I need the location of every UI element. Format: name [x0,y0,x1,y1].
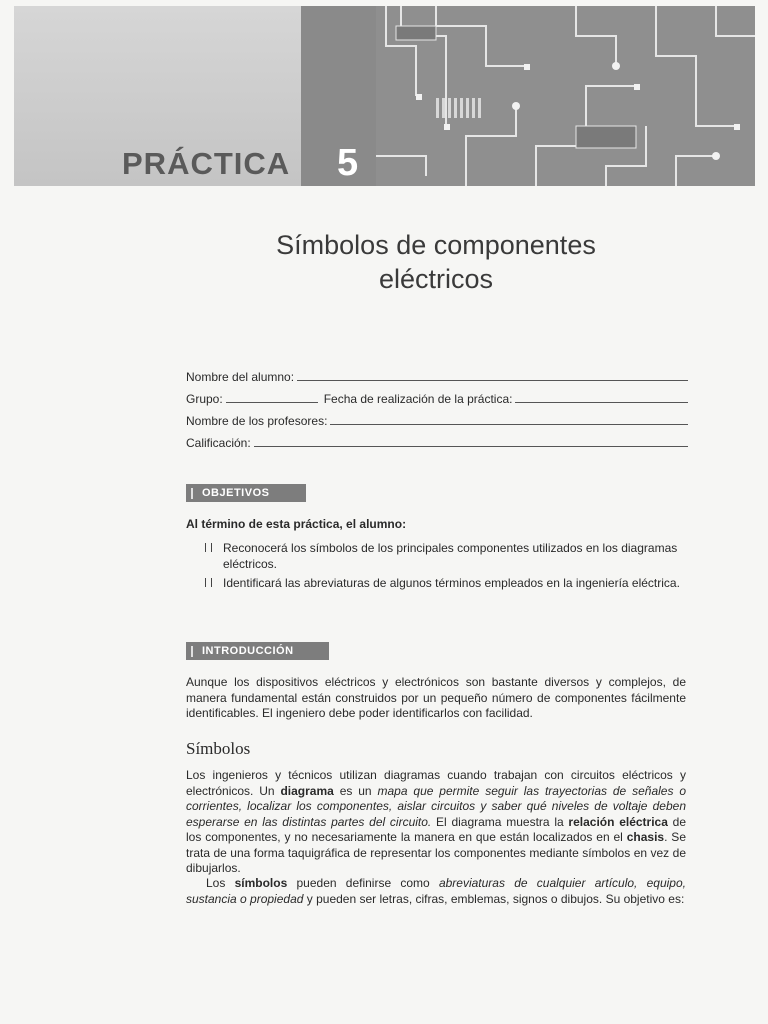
student-name-label: Nombre del alumno: [186,370,295,384]
bold-term: relación eléctrica [568,814,668,829]
title-line-2: eléctricos [378,264,494,294]
practica-number: 5 [337,142,359,184]
objectives-heading [186,484,306,502]
italic-definition: mapa que permite seguir las trayectorias de señales o corrientes, localizar los componentes, aislar circuitos y saber qué niveles de voltaje deben esperarse en las distintas partes del circuito. [186,783,687,829]
objective-text: Reconocerá los símbolos de los principales componentes utilizados en los diagramas eléctricos. [223,541,678,571]
bold-term: símbolos [234,876,288,890]
group-field[interactable] [226,402,318,403]
form-row-student [186,362,688,384]
symbols-heading: Símbolos [186,739,251,758]
practica-label: PRÁCTICA [122,146,291,181]
form-row-professors [186,406,688,428]
circuit-board-image [376,6,755,186]
group-label: Grupo: [186,392,223,406]
objectives-heading-label: OBJETIVOS [202,487,270,499]
grade-label: Calificación: [186,436,251,450]
date-label: Fecha de realización de la práctica: [323,392,513,406]
symbols-paragraph-2 [186,876,686,907]
heading-bar-icon [191,488,193,499]
text-run: de los componentes, y no necesariamente la manera en que están localizados en el [186,814,687,844]
heading-bar-icon [191,646,193,657]
chapter-header-band [14,6,755,186]
form-row-grade [186,428,688,450]
text-run: y pueden ser letras, cifras, emblemas, signos o dibujos. Su objetivo es: [303,891,685,906]
text-run: Los [206,876,235,890]
professors-field[interactable] [330,424,688,425]
title-line-1: Símbolos de componentes [276,230,596,260]
introduction-heading-label: INTRODUCCIÓN [202,645,294,657]
list-item [203,575,686,591]
student-form [186,362,688,450]
text-run: Los ingenieros y técnicos utilizan diagramas cuando trabajan con circuitos eléctricos y electrónicos. Un [186,768,686,798]
objectives-list [203,540,686,594]
student-name-field[interactable] [297,380,688,381]
list-item [203,540,686,572]
page-title [186,228,686,296]
text-run: El diagrama muestra la [431,814,569,829]
bold-term: chasis [626,830,665,844]
italic-definition: abreviaturas de cualquier artículo, equipo, sustancia o propiedad [186,876,686,906]
bold-term: diagrama [280,783,334,798]
grade-field[interactable] [254,446,688,447]
symbols-paragraph-1 [186,768,686,877]
bullet-icon [205,543,212,552]
professors-label: Nombre de los profesores: [186,414,328,428]
date-field[interactable] [515,402,688,403]
bullet-icon [205,578,212,587]
introduction-paragraph: Aunque los dispositivos eléctricos y electrónicos son bastante diversos y complejos, de manera fundamental están construidos por un pequeño número de componentes fácilmente identificables. El ingeniero debe poder identificarlos con facilidad. [186,675,686,720]
form-row-group-date [186,384,688,406]
text-run: es un [333,783,378,798]
text-run: . Se trata de una forma taquigráfica de representar los componentes mediante símbolos en vez de dibujarlos. [186,830,686,875]
objective-text: Identificará las abreviaturas de algunos términos empleados en la ingeniería eléctrica. [223,576,680,590]
introduction-heading [186,642,329,660]
objectives-lead: Al término de esta práctica, el alumno: [186,517,407,531]
circuit-board-graphic [376,6,755,186]
text-run: pueden definirse como [287,876,439,890]
